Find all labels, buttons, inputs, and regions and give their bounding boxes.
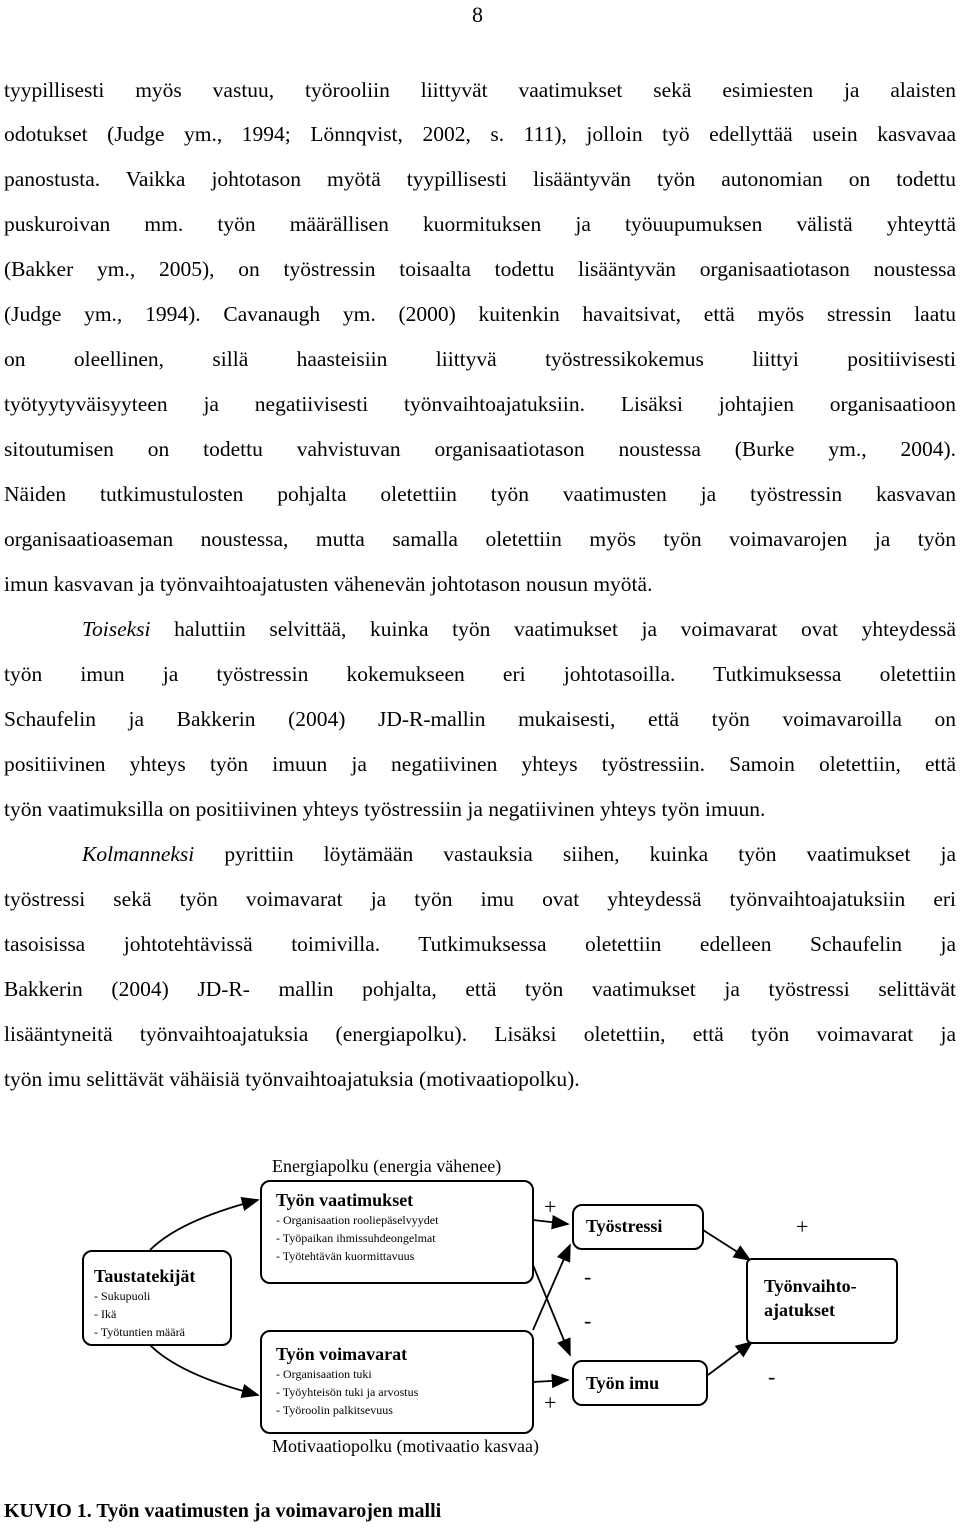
motivation-path-label: Motivaatiopolku (motivaatio kasvaa)	[272, 1436, 539, 1456]
sign-resources-stress: -	[584, 1308, 592, 1333]
text-line: työn imun ja työstressin kokemukseen eri johtotasoilla. Tutkimuksessa oletettiin	[4, 662, 956, 686]
para3-first-line	[82, 844, 956, 866]
demands-title: Työn vaatimukset	[276, 1190, 414, 1210]
engagement-box	[572, 1360, 708, 1406]
text-line: positiivinen yhteys työn imuun ja negatiivinen yhteys työstressiin. Samoin oletettiin, että	[4, 752, 956, 776]
sign-resources-engagement: +	[544, 1390, 557, 1415]
resources-title: Työn voimavarat	[276, 1344, 408, 1364]
text-line: odotukset (Judge ym., 1994; Lönnqvist, 2002, s. 111), jolloin työ edellyttää usein kasvavaa	[4, 122, 956, 146]
demands-box	[260, 1180, 534, 1284]
para2-first-rest: haluttiin selvittää, kuinka työn vaatimukset ja voimavarat ovat yhteydessä	[150, 617, 956, 641]
background-item: - Ikä	[94, 1307, 117, 1321]
demands-item: - Työtehtävän kuormittavuus	[276, 1249, 415, 1263]
arrow-stress-turnover	[703, 1230, 750, 1260]
engagement-title: Työn imu	[586, 1373, 660, 1393]
arrow-background-resources	[150, 1345, 258, 1395]
para2-italic-word: Toiseksi	[82, 617, 151, 641]
text-line: sitoutumisen on todettu vahvistuvan organisaatiotason noustessa (Burke ym., 2004).	[4, 437, 956, 461]
text-line: (Bakker ym., 2005), on työstressin toisaalta todettu lisääntyvän organisaatiotason noustessa	[4, 257, 956, 281]
arrow-resources-engagement	[533, 1380, 568, 1382]
page-number-text: 8	[472, 2, 483, 27]
para3-italic-word: Kolmanneksi	[82, 842, 195, 866]
demands-item: - Työpaikan ihmissuhdeongelmat	[276, 1231, 436, 1245]
text-line: työstressi sekä työn voimavarat ja työn imu ovat yhteydessä työnvaihtoajatuksiin eri	[4, 887, 956, 911]
figure-caption: KUVIO 1. Työn vaatimusten ja voimavarojen malli	[4, 1500, 442, 1522]
text-line: tyypillisesti myös vastuu, työrooliin liittyvät vaatimukset sekä esimiesten ja alaisten	[4, 78, 956, 102]
text-line: panostusta. Vaikka johtotason myötä tyypillisesti lisääntyvän työn autonomian on todettu	[4, 167, 956, 191]
arrow-engagement-turnover	[708, 1342, 752, 1375]
text-line: lisääntyneitä työnvaihtoajatuksia (energiapolku). Lisäksi oletettiin, että työn voimavarat ja	[4, 1022, 956, 1046]
text-line: tasoisissa johtotehtävissä toimivilla. Tutkimuksessa oletettiin edelleen Schaufelin ja	[4, 932, 956, 956]
resources-item: - Työroolin palkitsevuus	[276, 1403, 393, 1417]
text-line: Bakkerin (2004) JD-R- mallin pohjalta, että työn vaatimukset ja työstressi selittävät	[4, 977, 956, 1001]
sign-engagement-turnover: -	[768, 1364, 776, 1389]
text-line: työtyytyväisyyteen ja negatiivisesti työnvaihtoajatuksiin. Lisäksi johtajien organisaatioon	[4, 392, 956, 416]
stress-box	[572, 1204, 704, 1250]
para2-first-line	[82, 619, 956, 641]
arrow-background-demands	[150, 1200, 258, 1250]
arrow-demands-stress	[533, 1220, 568, 1224]
turnover-box	[746, 1258, 898, 1344]
para3-first-rest: pyrittiin löytämään vastauksia siihen, kuinka työn vaatimukset ja	[194, 842, 956, 866]
sign-stress-turnover: +	[796, 1214, 809, 1239]
energy-path-label: Energiapolku (energia vähenee)	[272, 1156, 502, 1176]
text-line: työn vaatimuksilla on positiivinen yhteys työstressiin ja negatiivinen yhteys työn imuun.	[4, 797, 766, 821]
text-line: puskuroivan mm. työn määrällisen kuormituksen ja työuupumuksen välistä yhteyttä	[4, 212, 956, 236]
sign-demands-stress: +	[544, 1194, 557, 1219]
background-item: - Työtuntien määrä	[94, 1325, 185, 1339]
text-line: imun kasvavan ja työnvaihtoajatusten vähenevän johtotason nousun myötä.	[4, 572, 653, 596]
resources-box	[260, 1330, 534, 1434]
background-title: Taustatekijät	[94, 1266, 196, 1286]
resources-item: - Työyhteisön tuki ja arvostus	[276, 1385, 419, 1399]
turnover-title: Työnvaihto-ajatukset	[764, 1276, 857, 1321]
sign-demands-engagement: -	[584, 1264, 592, 1289]
background-box	[82, 1250, 232, 1346]
resources-item: - Organisaation tuki	[276, 1367, 372, 1381]
stress-title: Työstressi	[586, 1216, 663, 1236]
demands-item: - Organisaation rooliepäselvyydet	[276, 1213, 439, 1227]
text-line: työn imu selittävät vähäisiä työnvaihtoajatuksia (motivaatiopolku).	[4, 1067, 580, 1091]
text-line: organisaatioaseman noustessa, mutta samalla oletettiin myös työn voimavarojen ja työn	[4, 527, 956, 551]
text-line: on oleellinen, sillä haasteisiin liittyvä työstressikokemus liittyi positiivisesti	[4, 347, 956, 371]
arrow-resources-stress	[533, 1245, 570, 1330]
arrow-demands-engagement	[533, 1265, 570, 1355]
text-line: Näiden tutkimustulosten pohjalta oletettiin työn vaatimusten ja työstressin kasvavan	[4, 482, 956, 506]
text-line: Schaufelin ja Bakkerin (2004) JD-R-mallin mukaisesti, että työn voimavaroilla on	[4, 707, 956, 731]
background-item: - Sukupuoli	[94, 1289, 151, 1303]
text-line: (Judge ym., 1994). Cavanaugh ym. (2000) kuitenkin havaitsivat, että myös stressin laatu	[4, 302, 956, 326]
